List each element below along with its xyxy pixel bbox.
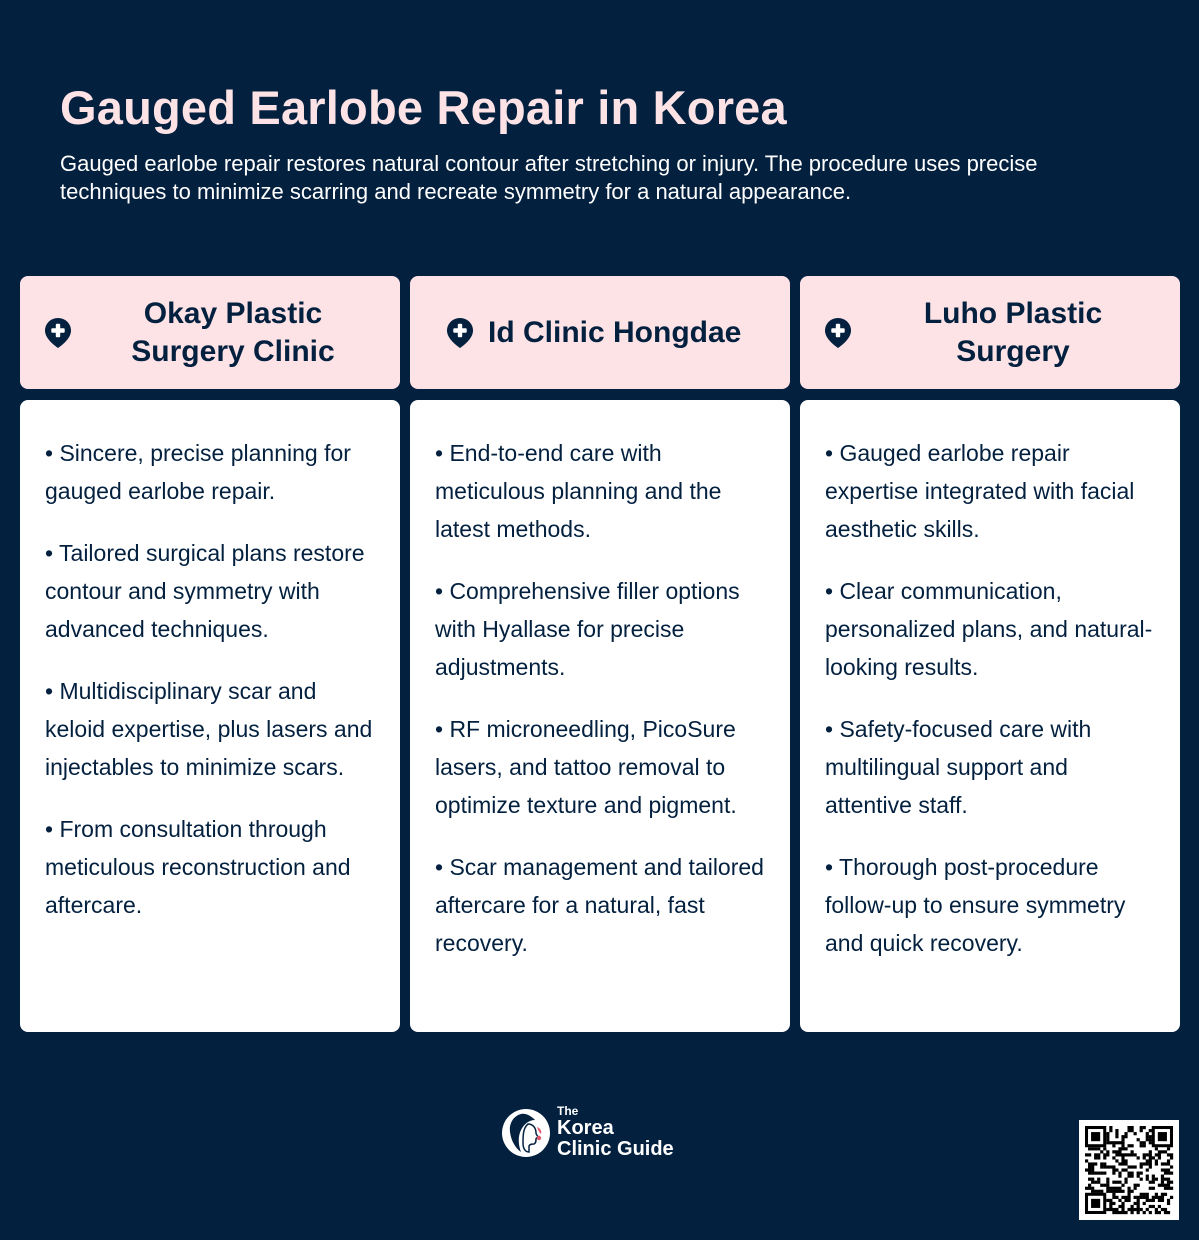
feature-point: • Sincere, precise planning for gauged earlobe repair. — [45, 440, 351, 504]
feature-point: • End-to-end care with meticulous planning and the latest methods. — [435, 440, 722, 542]
logo-text — [557, 1105, 674, 1160]
logo-text-korea: Korea — [557, 1117, 614, 1139]
feature-point: • Multidisciplinary scar and keloid expertise, plus lasers and injectables to minimize scars. — [45, 678, 373, 780]
clinic-card-id — [410, 400, 790, 1032]
location-pin-plus-icon — [824, 317, 852, 349]
clinic-name-line1: Id Clinic Hongdae — [488, 316, 742, 349]
clinic-name — [488, 314, 760, 352]
clinic-header-okay — [20, 276, 400, 389]
clinic-card-okay — [20, 400, 400, 1032]
location-pin-plus-icon — [44, 317, 72, 349]
feature-point: • Safety-focused care with multilingual support and attentive staff. — [825, 716, 1092, 818]
clinic-header-id — [410, 276, 790, 389]
clinic-name-line2: Surgery — [956, 335, 1070, 368]
feature-point: • Scar management and tailored aftercare for a natural, fast recovery. — [435, 854, 764, 956]
qr-code-icon — [1079, 1120, 1179, 1220]
logo-text-clinic-guide: Clinic Guide — [557, 1138, 674, 1160]
clinic-name-line1: Okay Plastic — [143, 297, 323, 330]
clinic-name — [900, 295, 1126, 371]
feature-point: • Gauged earlobe repair expertise integrated with facial aesthetic skills. — [825, 440, 1135, 542]
clinic-card-luho — [800, 400, 1180, 1032]
feature-point: • Thorough post-procedure follow-up to ensure symmetry and quick recovery. — [825, 854, 1126, 956]
clinic-name-line2: Surgery Clinic — [131, 335, 335, 368]
feature-point: • Tailored surgical plans restore contour and symmetry with advanced techniques. — [45, 540, 365, 642]
logo-text-the: The — [557, 1104, 579, 1118]
clinic-name — [120, 295, 346, 371]
qr-code[interactable] — [1079, 1120, 1179, 1220]
page-subtitle: Gauged earlobe repair restores natural contour after stretching or injury. The procedure uses precise techniques to minimize scarring and recreate symmetry for a natural appearance. — [60, 151, 1038, 204]
brand-logo[interactable] — [501, 1105, 674, 1160]
page-title: Gauged Earlobe Repair in Korea — [60, 81, 787, 134]
clinic-header-luho — [800, 276, 1180, 389]
woman-profile-logo-icon — [501, 1108, 551, 1158]
feature-point: • RF microneedling, PicoSure lasers, and tattoo removal to optimize texture and pigment. — [435, 716, 737, 818]
feature-point: • Clear communication, personalized plans, and natural-looking results. — [825, 578, 1153, 680]
feature-point: • Comprehensive filler options with Hyallase for precise adjustments. — [435, 578, 740, 680]
feature-point: • From consultation through meticulous reconstruction and aftercare. — [45, 816, 351, 918]
location-pin-plus-icon — [446, 317, 474, 349]
clinic-name-line1: Luho Plastic — [923, 297, 1103, 330]
